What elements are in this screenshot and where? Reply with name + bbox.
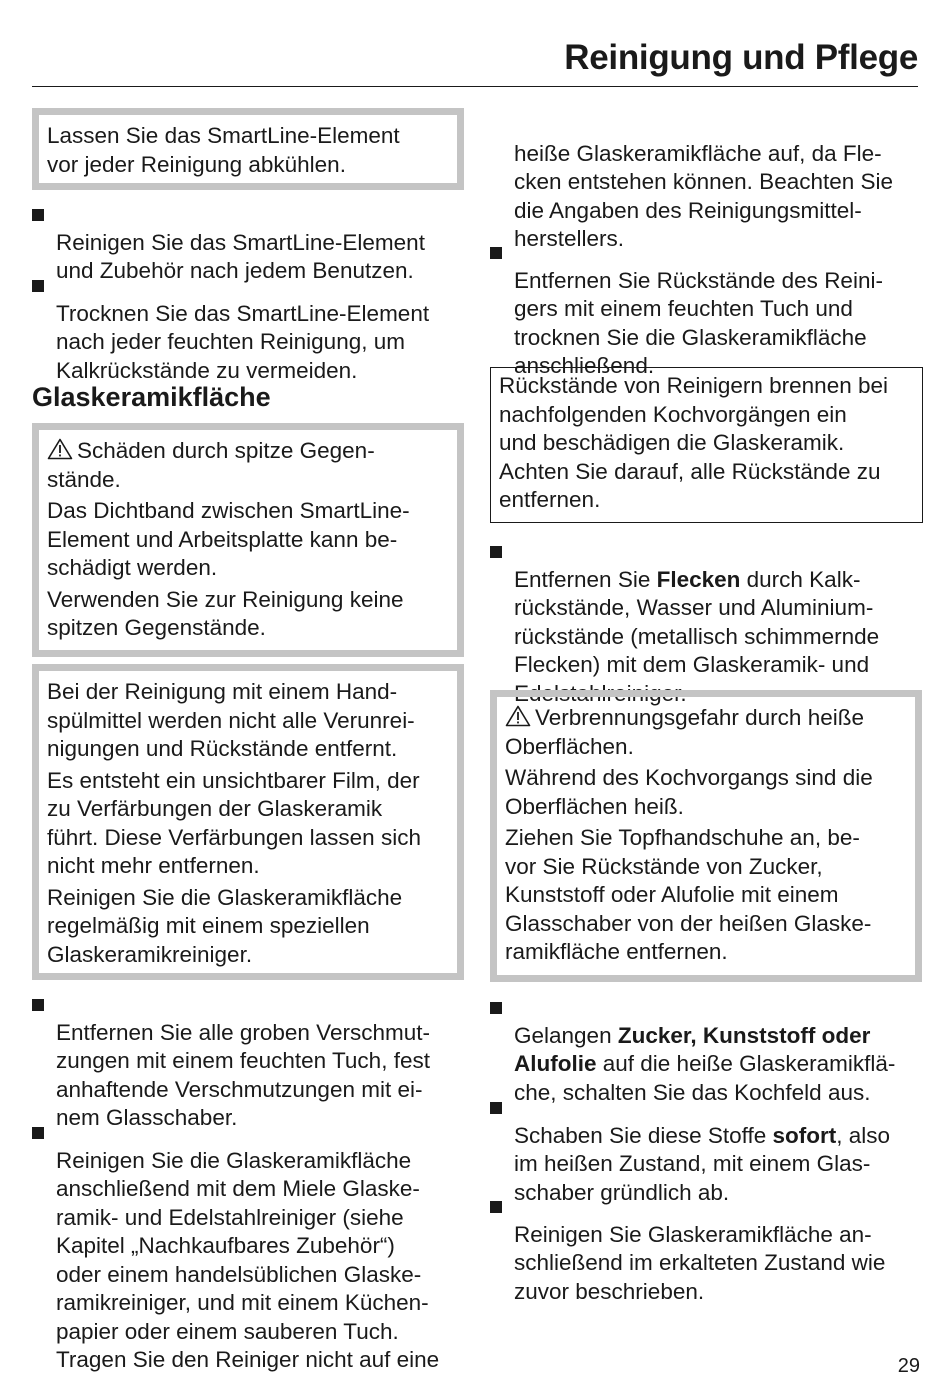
list-item: Reinigen Sie das SmartLine-Element und Zubehör nach jedem Benutzen. — [32, 200, 472, 286]
warning-title: Verbrennungsgefahr durch heiße Oberflächen. — [505, 705, 864, 759]
warning-body: Ziehen Sie Topfhandschuhe an, be- vor Sie Rückstände von Zucker, Kunststoff oder Alufolie mit einem Glasschaber von der heißen Glaske- ramikfläche entfernen. — [505, 825, 872, 964]
bullet-square-icon — [32, 1127, 44, 1139]
note-text: Es entsteht ein unsichtbarer Film, der zu Verfärbungen der Glaskeramik führt. Diese Verfärbungen lassen sich nicht mehr entfernen. — [47, 767, 421, 878]
list-item: Entfernen Sie alle groben Verschmut- zungen mit einem feuchten Tuch, fest anhaftende Verschmutzungen mit ei- nem Glasschaber. — [32, 990, 472, 1133]
bullet-square-icon — [490, 247, 502, 259]
warning-triangle-icon — [505, 705, 531, 727]
warning-body: Während des Kochvorgangs sind die Oberflächen heiß. — [505, 765, 873, 819]
page-title: Reinigung und Pflege — [564, 38, 918, 77]
bullet-square-icon — [490, 546, 502, 558]
bullet-square-icon — [490, 1102, 502, 1114]
list-item: Trocknen Sie das SmartLine-Element nach jeder feuchten Reinigung, um Kalkrückstände zu vermeiden. — [32, 271, 472, 385]
bullet-square-icon — [32, 999, 44, 1011]
bullet-square-icon — [490, 1002, 502, 1014]
continuation-text: heiße Glaskeramikfläche auf, da Fle- cken entstehen können. Beachten Sie die Angaben des Reinigungsmittel- herstellers. — [514, 140, 894, 251]
list-item: Reinigen Sie Glaskeramikfläche an- schließend im erkalteten Zustand wie zuvor beschrieben. — [490, 1192, 930, 1306]
warning-body: Das Dichtband zwischen SmartLine- Element und Arbeitsplatte kann be- schädigt werden. — [47, 498, 410, 580]
bullet-square-icon — [32, 209, 44, 221]
warning-body: Verwenden Sie zur Reinigung keine spitzen Gegenstände. — [47, 586, 404, 640]
note-text: Reinigen Sie die Glaskeramikfläche regelmäßig mit einem speziellen Glaskeramikreiniger. — [47, 884, 403, 967]
bullet-square-icon — [490, 1201, 502, 1213]
note-cool-down — [32, 108, 464, 190]
warning-burn — [490, 690, 922, 982]
warning-title: Schäden durch spitze Gegen- stände. — [47, 438, 375, 492]
bullet-square-icon — [32, 280, 44, 292]
note-text: Lassen Sie das SmartLine-Element vor jeder Reinigung abkühlen. — [47, 123, 400, 177]
list-item: Gelangen Zucker, Kunststoff oder Alufolie auf die heiße Glaskeramikflä- che, schalten Sie das Kochfeld aus. — [490, 993, 930, 1107]
list-item: Entfernen Sie Rückstände des Reini- gers mit einem feuchten Tuch und trocknen Sie die Glaskeramikfläche anschließend. — [490, 238, 930, 381]
section-heading: Glaskeramikfläche — [32, 382, 271, 412]
note-residue — [490, 367, 923, 523]
list-item: Reinigen Sie die Glaskeramikfläche anschließend mit dem Miele Glaske- ramik- und Edelstahlreiniger (siehe Kapitel „Nachkaufbares Zubehör“) oder einem handelsüblichen Glaske- ramikreiniger, und mit einem Küchen- papier oder einem sauberen Tuch. Tragen Sie den Reiniger nicht auf eine — [32, 1118, 472, 1375]
list-item: Entfernen Sie Flecken durch Kalk- rückstände, Wasser und Aluminium- rückstände (metallisch schimmernde Flecken) mit dem Glaskeramik- und Edelstahlreiniger. — [490, 537, 930, 708]
warning-sharp-objects — [32, 423, 464, 657]
header-divider — [32, 86, 918, 87]
note-detergent — [32, 664, 464, 980]
warning-triangle-icon — [47, 438, 73, 460]
note-text: Rückstände von Reinigern brennen bei nachfolgenden Kochvorgängen ein und beschädigen die Glaskeramik. Achten Sie darauf, alle Rückstände zu entfernen. — [499, 373, 889, 512]
page-number: 29 — [897, 1355, 920, 1377]
note-text: Bei der Reinigung mit einem Hand- spülmittel werden nicht alle Verunrei- nigungen und Rückstände entfernt. — [47, 679, 415, 761]
list-item: Schaben Sie diese Stoffe sofort, also im heißen Zustand, mit einem Glas- schaber gründlich ab. — [490, 1093, 930, 1207]
